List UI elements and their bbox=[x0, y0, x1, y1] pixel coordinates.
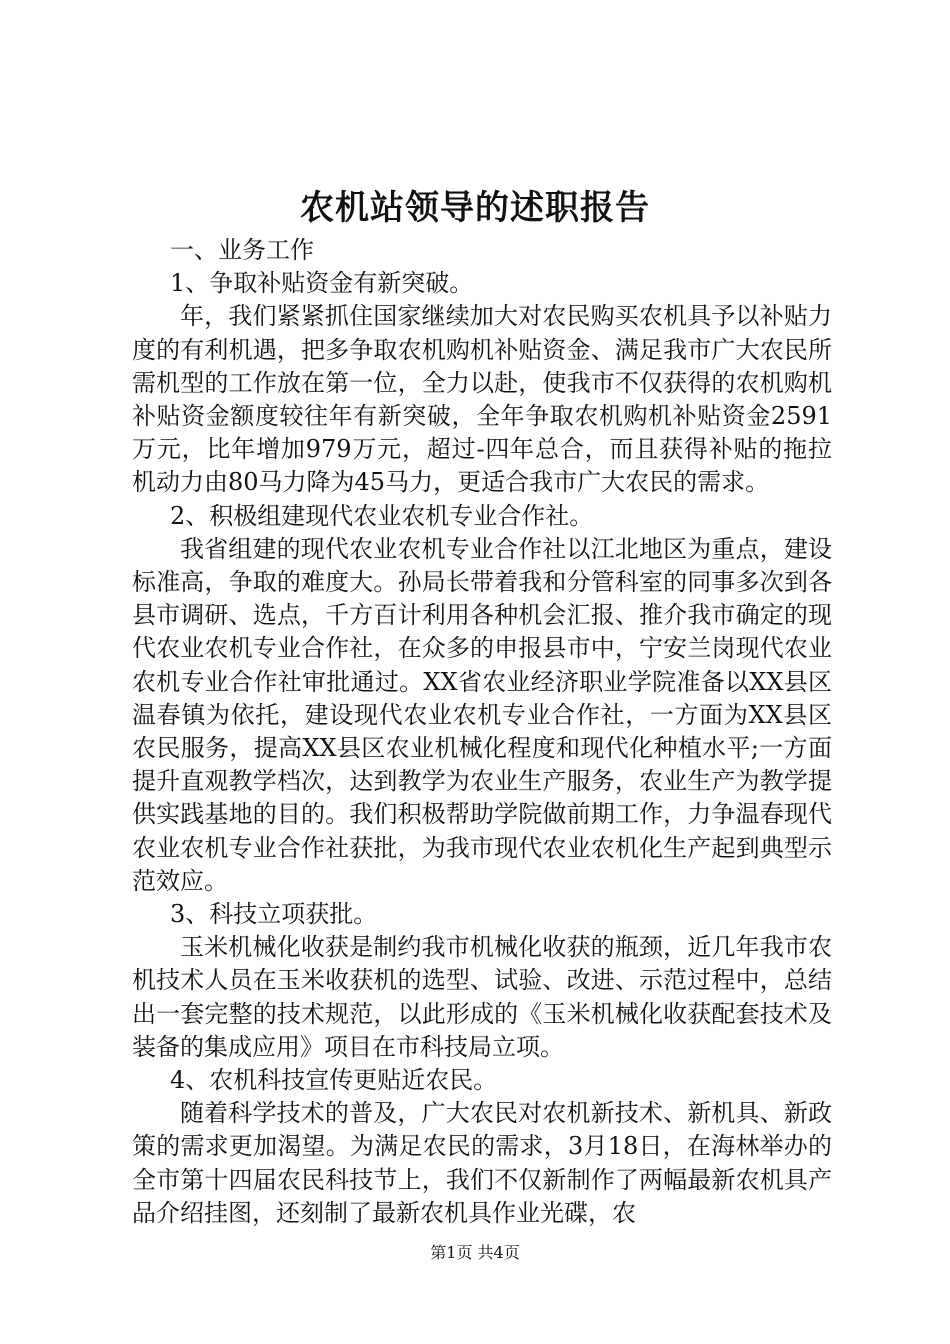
body-paragraph: 玉米机械化收获是制约我市机械化收获的瓶颈，近几年我市农机技术人员在玉米收获机的选型、试验、改进、示范过程中，总结出一套完整的技术规范，以此形成的《玉米机械化收获配套技术及装备的集成应用》项目在市科技局立项。 bbox=[132, 933, 832, 1061]
document-body bbox=[132, 234, 832, 1230]
subsection-heading: 2、积极组建现代农业农机专业合作社。 bbox=[170, 501, 594, 530]
page-number-footer: 第1页 共4页 bbox=[430, 1243, 520, 1262]
document-title: 农机站领导的述职报告 bbox=[300, 188, 650, 228]
body-paragraph: 年，我们紧紧抓住国家继续加大对农民购买农机具予以补贴力度的有利机遇，把多争取农机购机补贴资金、满足我市广大农民所需机型的工作放在第一位，全力以赴，使我市不仅获得的农机购机补贴资金额度较往年有新突破，全年争取农机购机补贴资金2591万元，比年增加979万元，超过-四年总合，而且获得补贴的拖拉机动力由80马力降为45马力，更适合我市广大农民的需求。 bbox=[132, 302, 832, 497]
body-paragraph: 随着科学技术的普及，广大农民对农机新技术、新机具、新政策的需求更加渴望。为满足农民的需求，3月18日，在海林举办的全市第十四届农民科技节上，我们不仅新制作了两幅最新农机具产品介绍挂图，还刻制了最新农机具作业光碟，农 bbox=[132, 1099, 832, 1227]
subsection-heading: 3、科技立项获批。 bbox=[170, 900, 378, 929]
section-heading: 一、业务工作 bbox=[170, 236, 314, 264]
subsection-heading: 4、农机科技宣传更贴近农民。 bbox=[170, 1066, 498, 1095]
subsection-heading: 1、争取补贴资金有新突破。 bbox=[170, 269, 474, 298]
body-paragraph: 我省组建的现代农业农机专业合作社以江北地区为重点，建设标准高，争取的难度大。孙局长带着我和分管科室的同事多次到各县市调研、选点，千方百计利用各种机会汇报、推介我市确定的现代农业农机专业合作社，在众多的申报县市中，宁安兰岗现代农业农机专业合作社审批通过。XX省农业经济职业学院准备以XX县区温春镇为依托，建设现代农业农机专业合作社，一方面为XX县区农民服务，提高XX县区农业机械化程度和现代化种植水平;一方面提升直观教学档次，达到教学为农业生产服务，农业生产为教学提供实践基地的目的。我们积极帮助学院做前期工作，力争温春现代农业农机专业合作社获批，为我市现代农业农机化生产起到典型示范效应。 bbox=[132, 534, 832, 895]
